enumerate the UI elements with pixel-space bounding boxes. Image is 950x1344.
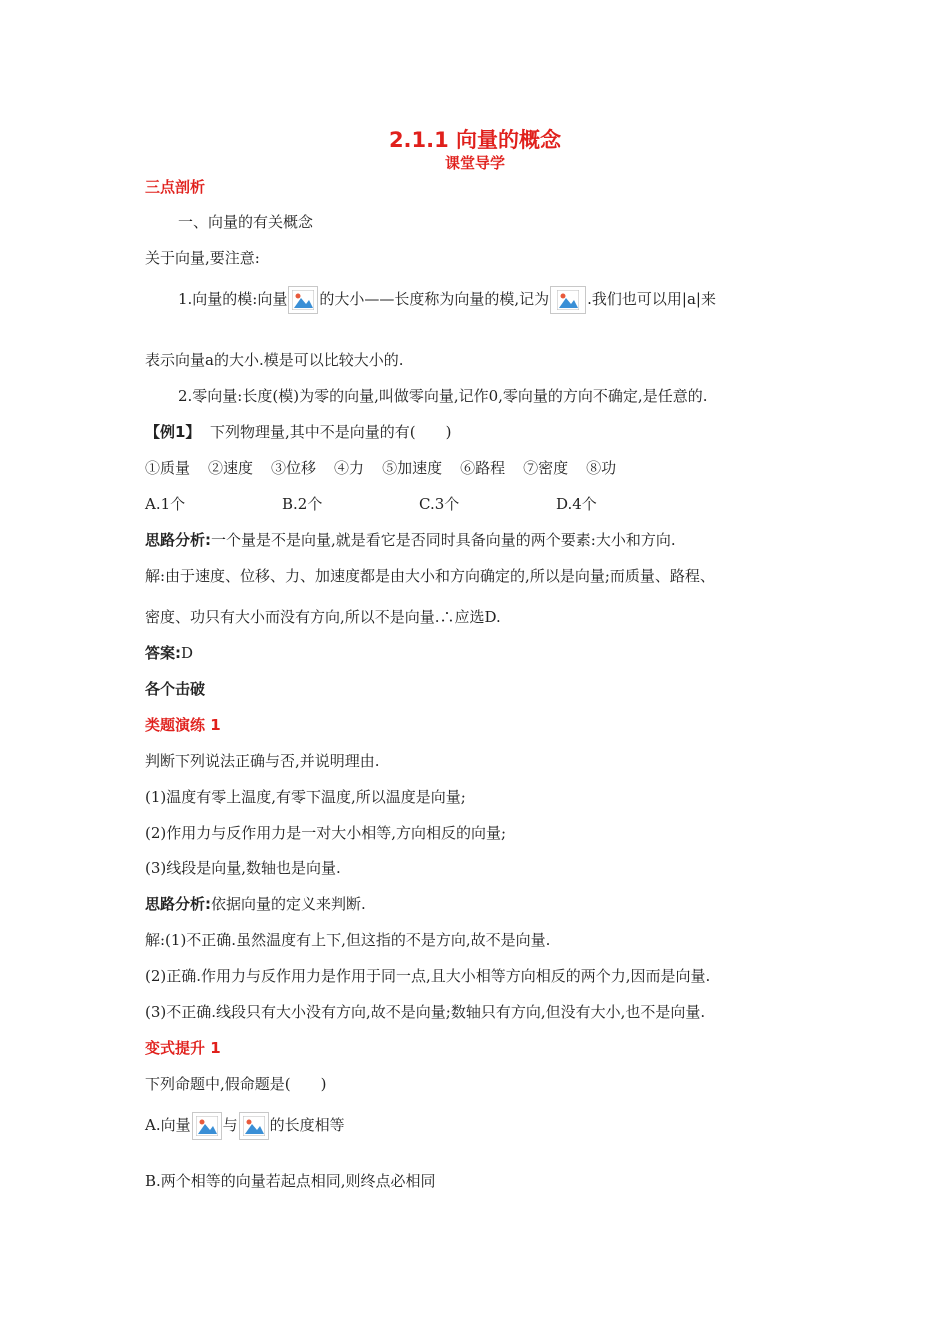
example1-answer (145, 643, 193, 663)
practice1-analysis (145, 894, 366, 914)
answer-label: 答案: (145, 644, 181, 662)
example1-label: 【例1】 (145, 423, 201, 441)
vector-ab-image-icon (192, 1112, 222, 1140)
vector-ba-image-icon (239, 1112, 269, 1140)
example1-question (145, 422, 451, 442)
example1-item: ④力 (334, 459, 365, 477)
practice1-q2: (2)作用力与反作用力是一对大小相等,方向相反的向量; (145, 824, 507, 842)
example1-item: ⑦密度 (523, 459, 569, 477)
variant1-heading: 变式提升 1 (145, 1039, 221, 1057)
example1-item: ②速度 (208, 459, 254, 477)
option-a: A.1个 (145, 495, 186, 513)
item1-middle: 的大小——长度称为向量的模,记为 (319, 290, 550, 308)
option-c: C.3个 (419, 495, 460, 513)
practice1-intro: 判断下列说法正确与否,并说明理由. (145, 752, 380, 770)
vector-ab-image-icon (288, 286, 318, 314)
section-heading-analysis: 三点剖析 (145, 178, 206, 196)
item1-after: .我们也可以用|a|来 (587, 290, 716, 308)
example1-item: ⑥路程 (460, 459, 506, 477)
item2: 2.零向量:长度(模)为零的向量,叫做零向量,记作0,零向量的方向不确定,是任意的. (178, 387, 708, 405)
page-title: 2.1.1 向量的概念 (388, 128, 562, 152)
item1-prefix: 1.向量的模:向量 (178, 290, 288, 308)
practice1-q1: (1)温度有零上温度,有零下温度,所以温度是向量; (145, 788, 466, 806)
practice1-solution3: (3)不正确.线段只有大小没有方向,故不是向量;数轴只有方向,但没有大小,也不是向量. (145, 1003, 706, 1021)
example1-item: ①质量 (145, 459, 191, 477)
option-d: D.4个 (556, 495, 597, 513)
option-a-prefix: A.向量 (145, 1116, 191, 1134)
practice1-heading: 类题演练 1 (145, 716, 221, 734)
concept-heading: 一、向量的有关概念 (178, 213, 314, 231)
answer-value: D (181, 644, 194, 662)
section-heading-breakthrough: 各个击破 (145, 680, 206, 698)
item1-line2: 表示向量a的大小.模是可以比较大小的. (145, 351, 404, 369)
example1-items (145, 458, 616, 478)
analysis-label: 思路分析: (145, 895, 211, 913)
note-intro: 关于向量,要注意: (145, 249, 260, 267)
example1-options (145, 494, 597, 514)
variant1-option-a (145, 1112, 345, 1140)
variant1-option-b: B.两个相等的向量若起点相同,则终点必相同 (145, 1172, 436, 1190)
analysis-text: 一个量是不是向量,就是看它是否同时具备向量的两个要素:大小和方向. (211, 531, 676, 549)
example1-question-text: 下列物理量,其中不是向量的有( ) (209, 423, 452, 441)
example1-item: ⑧功 (586, 459, 617, 477)
analysis-text: 依据向量的定义来判断. (211, 895, 366, 913)
option-b: B.2个 (282, 495, 323, 513)
example1-solution-line2: 密度、功只有大小而没有方向,所以不是向量.∴应选D. (145, 608, 501, 626)
practice1-solution1: 解:(1)不正确.虽然温度有上下,但这指的不是方向,故不是向量. (145, 931, 551, 949)
analysis-label: 思路分析: (145, 531, 211, 549)
example1-analysis (145, 530, 676, 550)
option-a-suffix: 的长度相等 (269, 1116, 345, 1134)
practice1-solution2: (2)正确.作用力与反作用力是作用于同一点,且大小相等方向相反的两个力,因而是向量. (145, 967, 711, 985)
practice1-q3: (3)线段是向量,数轴也是向量. (145, 859, 341, 877)
example1-item: ⑤加速度 (382, 459, 443, 477)
page-subtitle: 课堂导学 (444, 154, 505, 172)
option-a-mid: 与 (222, 1116, 238, 1134)
variant1-question: 下列命题中,假命题是( ) (145, 1075, 327, 1093)
item1-line1 (178, 286, 716, 314)
vector-modulus-image-icon (550, 286, 586, 314)
example1-solution-line1: 解:由于速度、位移、力、加速度都是由大小和方向确定的,所以是向量;而质量、路程、 (145, 567, 715, 585)
example1-item: ③位移 (271, 459, 317, 477)
